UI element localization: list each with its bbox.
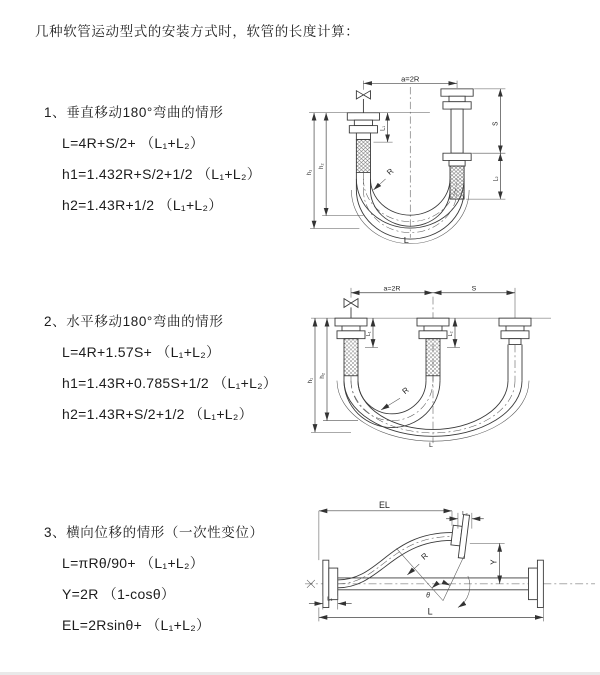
dim-l1: [309, 596, 352, 610]
dim-s: [472, 89, 505, 153]
section-2-formula-h2: h2=1.43R+S/2+1/2 （L₁+L₂）: [62, 406, 253, 422]
dim-label-h2: h₂: [317, 163, 326, 169]
dim-label-s: S: [471, 285, 477, 293]
radius-callout: [381, 385, 411, 410]
dim-l2: [466, 153, 505, 199]
page-title: 几种软管运动型式的安装方式时，软管的长度计算：: [35, 24, 360, 39]
right-pipe-assembly: [499, 318, 531, 344]
dim-label-el: EL: [378, 499, 390, 510]
dim-label-l2: L₂: [493, 176, 500, 182]
section-3-formula-EL: EL=2Rsinθ+ （L₁+L₂）: [62, 617, 211, 633]
dim-l: [319, 606, 543, 621]
left-pipe-assembly: [347, 113, 379, 173]
radius-callout: [407, 551, 430, 575]
hose-s-curve: [338, 533, 452, 588]
dim-label-l2: L₂: [447, 331, 455, 337]
section-1-formula-h1: h1=1.432R+S/2+1/2 （L₁+L₂）: [62, 166, 262, 182]
section-1: [44, 101, 261, 226]
valve-icon: [356, 91, 370, 113]
dim-label-l: L: [427, 606, 433, 617]
section-2: [44, 310, 277, 435]
section-3: [44, 521, 264, 646]
dim-el: [319, 500, 452, 560]
dim-label-r: R: [419, 551, 430, 562]
section-2-heading: 2、水平移动180°弯曲的情形: [44, 314, 224, 329]
dim-label-h1: h₁: [305, 169, 314, 176]
section-2-formula-h1: h1=1.43R+0.785S+1/2 （L₁+L₂）: [62, 375, 278, 391]
middle-pipe-assembly: [417, 318, 449, 376]
upper-flange: [449, 514, 469, 559]
section-3-formula-Y: Y=2R （1-cosθ）: [62, 586, 176, 602]
dim-label-theta: θ: [426, 592, 430, 600]
dim-label-a2r: a=2R: [401, 76, 420, 84]
dim-label-l1: L₁: [327, 596, 333, 603]
dim-label-h1: h₁: [306, 377, 315, 384]
braided-hose-left: [356, 139, 370, 172]
dim-label-s: S: [492, 121, 500, 126]
dim-label-r: R: [400, 385, 411, 396]
right-flange: [528, 560, 543, 607]
left-pipe-assembly: [335, 318, 367, 376]
section-1-heading: 1、垂直移动180°弯曲的情形: [44, 105, 224, 120]
diagram-lateral-displacement: [301, 499, 599, 647]
dim-label-L: L: [429, 442, 433, 449]
dim-label-l1: L₁: [365, 331, 373, 337]
radius-callout: [373, 166, 395, 189]
dim-s: [433, 285, 515, 292]
section-2-formula-L: L=4R+1.57S+ （L₁+L₂）: [62, 344, 221, 360]
dim-label-r: R: [384, 166, 396, 177]
section-1-formula-L: L=4R+S/2+ （L₁+L₂）: [62, 135, 205, 151]
section-3-formula-L: L=πRθ/90+ （L₁+L₂）: [62, 555, 205, 571]
valve-icon: [344, 299, 358, 319]
dim-label-l1: L₁: [380, 125, 387, 131]
section-1-formula-h2: h2=1.43R+1/2 （L₁+L₂）: [62, 197, 223, 213]
diagram-horizontal-bend: [303, 283, 598, 449]
dim-label-L: L: [403, 235, 409, 246]
dim-label-a2r: a=2R: [383, 285, 401, 293]
section-3-heading: 3、横向位移的情形（一次性变位）: [44, 525, 264, 540]
diagram-vertical-bend: [303, 76, 595, 246]
dim-label-l2: L₂: [462, 510, 468, 517]
dim-label-y: Y: [489, 559, 499, 565]
dim-label-h2: h₂: [318, 372, 327, 379]
right-pipe-assembly: [441, 89, 473, 199]
